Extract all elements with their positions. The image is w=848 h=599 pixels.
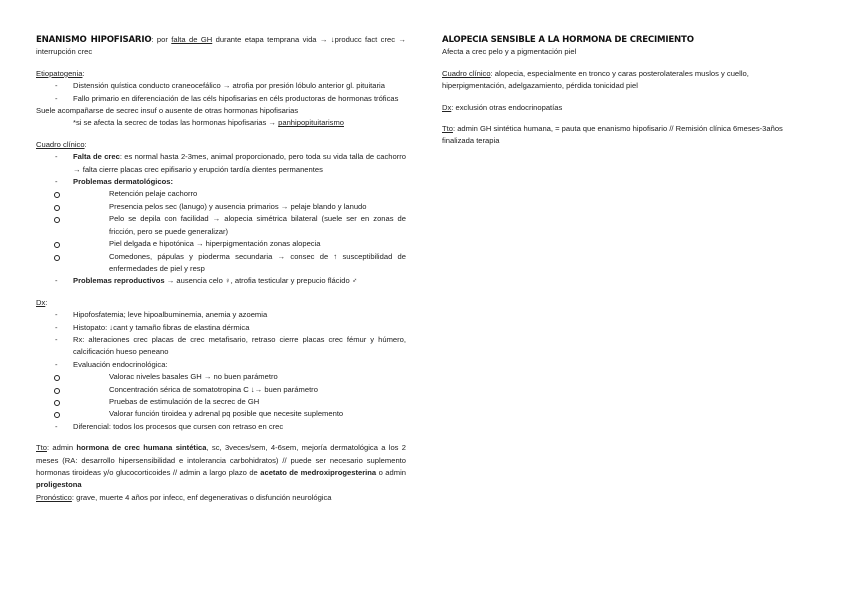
- tto-heading: Tto: [36, 443, 47, 453]
- intro-text-b: durante etapa temprana vida → ↓producc fact crec → interrupción crec: [36, 35, 406, 57]
- cuadro-section: Cuadro clínico: - Falta de crec: es normal hasta 2-3mes, animal proporcionado, pero toda su vida talla de cachorro → falta cierre placas crec epifisario y erupción tardía dientes permanentes - Problemas dermatológicos: Retención pelaje cachorro Presencia pelos sec (lanugo) y ausencia primarios → pelaje blando y lanudo Pelo se depila con facilidad → alopecia simétrica bilateral (suele ser en zonas de fricción, pero se puede generalizar) Piel delgada e hipotónica → hiperpigmentación zonas alopecia Comedones, pápulas y pioderma secundaria → consec de ↑ susceptibilidad de enfermedades de piel y resp - Problemas reproductivos → ausencia celo ♀, atrofia testicular y prepucio flácido ♂: [36, 139, 406, 288]
- list-item: Piel delgada e hipotónica → hiperpigmentación zonas alopecia: [36, 238, 406, 250]
- dx-heading: Dx: [36, 297, 46, 307]
- enanismo-intro: [36, 34, 406, 59]
- alopecia-dx: Dx: exclusión otras endocrinopatías: [442, 102, 563, 112]
- alopecia-subtitle: Afecta a crec pelo y a pigmentación piel: [442, 47, 577, 57]
- cuadro-heading: Cuadro clínico: [36, 139, 85, 149]
- list-item: Valorar función tiroidea y adrenal pq posible que necesite suplemento: [36, 408, 406, 420]
- panhipopituitarismo-term: panhipopituitarismo: [278, 118, 344, 128]
- etiopatogenia-section: Etiopatogenia: - Distensión quística conducto craneocefálico → atrofia por presión lóbulo anterior gl. pituitaria - Fallo primario en diferenciación de las céls hipofisarias en céls productoras de hormonas tróficas Suele acompañarse de secrec insuf o ausente de otras hormonas hipofisarias *si se afecta la secrec de todas las hormonas hipofisarias → panhipopituitarismo: [36, 68, 406, 130]
- list-item: - Rx: alteraciones crec placas de crec metafisario, retraso cierre placas crec fémur y húmero, calcificación hueso peneano: [36, 334, 406, 359]
- alopecia-tto: Tto: admin GH sintética humana, = pauta que enanismo hipofisario // Remisión clínica 6meses-3años finalizada terapia: [442, 124, 783, 146]
- left-column: [36, 34, 406, 504]
- list-item: Pelo se depila con facilidad → alopecia simétrica bilateral (suele ser en zonas de fricción, pero se puede generalizar): [36, 213, 406, 238]
- list-item: - Diferencial: todos los procesos que cursen con retraso en crec: [36, 421, 406, 433]
- list-item: Comedones, pápulas y pioderma secundaria → consec de ↑ susceptibilidad de enfermedades de piel y resp: [36, 251, 406, 276]
- alopecia-cuadro-heading: Cuadro clínico: [442, 68, 491, 78]
- list-item: Concentración sérica de somatotropina C ↓→ buen parámetro: [36, 384, 406, 396]
- list-item: - Evaluación endocrinológica: Valorac niveles basales GH → no buen parámetro Concentración sérica de somatotropina C ↓→ buen parámetro Pruebas de estimulación de la secrec de GH Valorar función tiroidea y adrenal pq posible que necesite suplemento: [36, 359, 406, 421]
- alopecia-title: ALOPECIA SENSIBLE A LA HORMONA DE CRECIMIENTO: [442, 35, 694, 45]
- list-item: - Falta de crec: es normal hasta 2-3mes, animal proporcionado, pero toda su vida talla de cachorro → falta cierre placas crec epifisario y erupción tardía dientes permanentes: [36, 151, 406, 176]
- etiopatogenia-note2: *si se afecta la secrec de todas las hormonas hipofisarias → panhipopituitarismo: [73, 118, 344, 128]
- pronostico-section: Pronóstico: grave, muerte 4 años por infecc, enf degenerativas o disfunción neurológica: [36, 492, 332, 502]
- endo-sublist: [36, 371, 406, 421]
- list-item: - Problemas reproductivos → ausencia celo ♀, atrofia testicular y prepucio flácido ♂: [36, 275, 406, 287]
- alopecia-tto-heading: Tto: [442, 124, 453, 134]
- dx-section: Dx: - Hipofosfatemia; leve hipoalbuminemia, anemia y azoemia - Histopato: ↓cant y tamaño fibras de elastina dérmica - Rx: alteraciones crec placas de crec metafisario, retraso cierre placas crec fémur y húmero, calcificación hueso peneano - Evaluación endocrinológica: Valorac niveles basales GH → no buen parámetro Concentración sérica de somatotropina C ↓→ buen parámetro Pruebas de estimulación de la secrec de GH Valorar función tiroidea y adrenal pq posible que necesite suplemento - Diferencial: todos los procesos que cursen con retraso en crec: [36, 297, 406, 433]
- list-item: - Fallo primario en diferenciación de las céls hipofisarias en céls productoras de hormonas tróficas: [36, 93, 406, 105]
- intro-text-a: : por: [151, 35, 172, 44]
- pronostico-heading: Pronóstico: [36, 492, 72, 502]
- alopecia-cuadro: Cuadro clínico: alopecia, especialmente en tronco y caras posterolaterales muslos y cuello, hiperpigmentación, adelgazamiento, pérdida tonicidad piel: [442, 68, 749, 91]
- etiopatogenia-heading: Etiopatogenia: [36, 68, 83, 78]
- enanismo-title: ENANISMO HIPOFISARIO: [36, 35, 152, 45]
- cuadro-list: [36, 151, 406, 287]
- list-item: - Distensión quística conducto craneocefálico → atrofia por presión lóbulo anterior gl. pituitaria: [36, 80, 406, 92]
- etiopatogenia-note: Suele acompañarse de secrec insuf o ausente de otras hormonas hipofisarias: [36, 106, 299, 116]
- intro-underlined: falta de GH: [171, 35, 213, 44]
- list-item: - Histopato: ↓cant y tamaño fibras de elastina dérmica: [36, 322, 406, 334]
- dx-list: [36, 309, 406, 433]
- list-item: - Hipofosfatemia; leve hipoalbuminemia, anemia y azoemia: [36, 309, 406, 321]
- tto-section: Tto: admin hormona de crec humana sintética, sc, 3veces/sem, 4-6sem, mejoría dermatológica a los 2 meses (RA: desarrollo hipersensibilidad e intolerancia carbohidratos) // puede ser necesario suplemento hormonas tiroideas y/o glucocorticoides // admin a largo plazo de acetato de medroxiprogesterina o admin proligestona: [36, 443, 406, 490]
- right-column: [442, 34, 814, 148]
- list-item: Presencia pelos sec (lanugo) y ausencia primarios → pelaje blando y lanudo: [36, 201, 406, 213]
- list-item: Valorac niveles basales GH → no buen parámetro: [36, 371, 406, 383]
- etiopatogenia-list: [36, 80, 406, 105]
- list-item: - Problemas dermatológicos: Retención pelaje cachorro Presencia pelos sec (lanugo) y ausencia primarios → pelaje blando y lanudo Pelo se depila con facilidad → alopecia simétrica bilateral (suele ser en zonas de fricción, pero se puede generalizar) Piel delgada e hipotónica → hiperpigmentación zonas alopecia Comedones, pápulas y pioderma secundaria → consec de ↑ susceptibilidad de enfermedades de piel y resp: [36, 176, 406, 275]
- alopecia-dx-heading: Dx: [442, 102, 452, 112]
- list-item: Pruebas de estimulación de la secrec de GH: [36, 396, 406, 408]
- derm-sublist: [36, 188, 406, 275]
- list-item: Retención pelaje cachorro: [36, 188, 406, 200]
